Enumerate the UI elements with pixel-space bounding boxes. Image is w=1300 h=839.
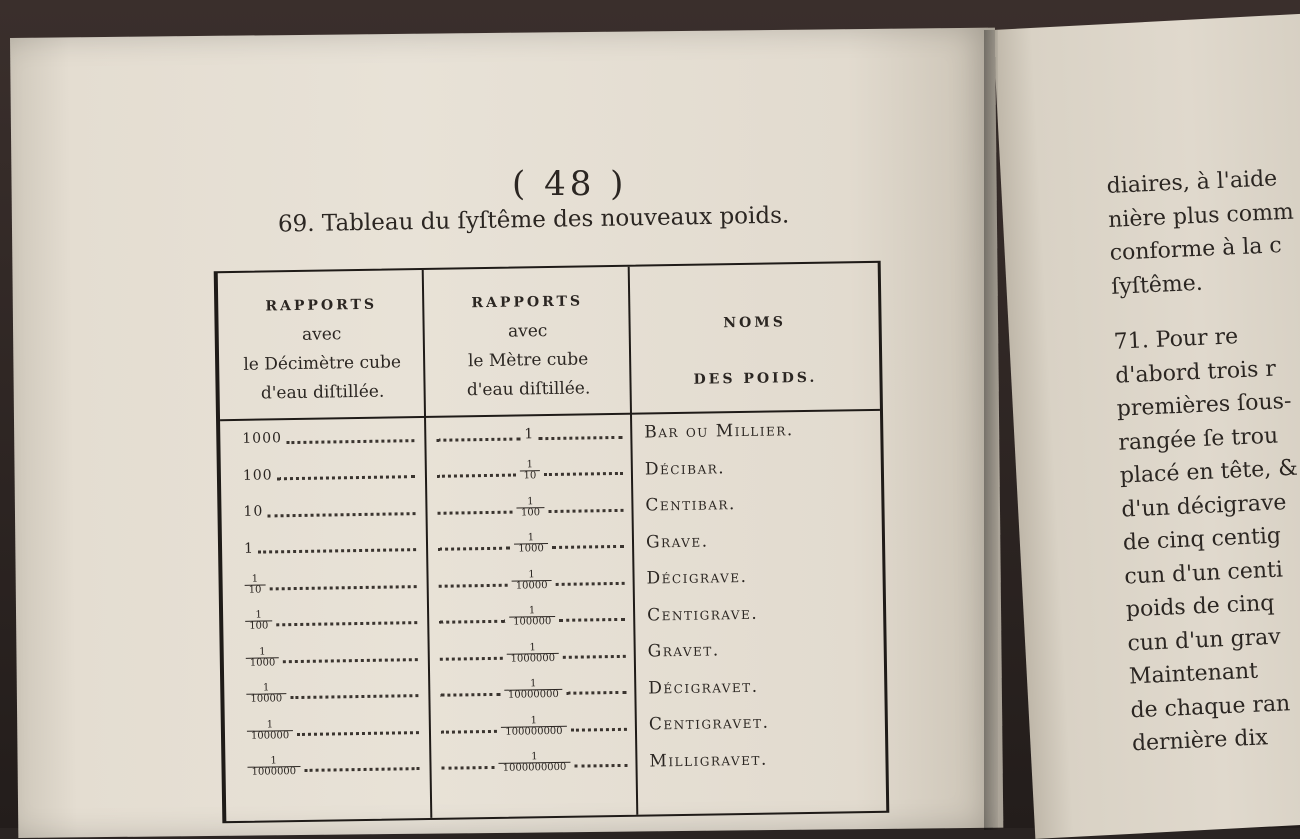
- decimetre-ratio: [245, 610, 272, 631]
- dot-leader: [548, 508, 623, 512]
- table-header: [218, 263, 880, 421]
- metre-ratio-cell: [437, 743, 632, 782]
- decimetre-ratio-cell: [243, 491, 420, 530]
- decimetre-ratio-cell: [244, 528, 421, 567]
- text-line: de chaque ran: [1129, 690, 1291, 723]
- text-line: diaires, à l'aide: [1106, 166, 1278, 199]
- dot-leader: [437, 474, 516, 478]
- header-caps: RAPPORTS: [471, 293, 584, 312]
- metre-ratio: 1: [524, 426, 535, 443]
- text-line: placé en tête, &: [1119, 455, 1299, 489]
- decimetre-ratio-cell: [244, 564, 421, 603]
- fraction-denominator: 1000000: [247, 766, 300, 778]
- weight-name: Gravet.: [647, 640, 720, 662]
- text-line: premières ſous-: [1116, 388, 1292, 422]
- text-line: rangée ſe trou: [1117, 422, 1279, 456]
- dot-leader: [286, 439, 414, 444]
- metre-ratio: [514, 533, 548, 555]
- fraction-denominator: 100: [245, 620, 272, 631]
- weight-name: Décigravet.: [648, 676, 759, 698]
- dot-leader: [559, 618, 625, 622]
- fraction-numerator: 1: [262, 682, 270, 694]
- metre-ratio: [498, 752, 570, 774]
- decimetre-ratio: 1: [243, 540, 255, 557]
- page-number: ( 48 ): [512, 164, 628, 204]
- dot-leader: [442, 766, 495, 770]
- fraction-denominator: 10000: [246, 693, 286, 705]
- book-gutter: [984, 30, 998, 830]
- weight-name: Centigrave.: [647, 603, 759, 626]
- dot-leader: [563, 654, 626, 658]
- dot-leader: [297, 731, 419, 736]
- decimetre-ratio-cell: [247, 747, 424, 786]
- decimetre-ratio-cell: [245, 637, 422, 676]
- weight-name: Bar ou Millier.: [644, 420, 794, 443]
- decimetre-ratio-cell: [246, 674, 423, 713]
- header-line: le Mètre cube: [467, 349, 589, 372]
- fraction-numerator: 1: [528, 605, 536, 617]
- fraction-numerator: 1: [529, 641, 536, 653]
- text-line: d'un décigrave: [1120, 489, 1287, 523]
- fraction-numerator: 1: [266, 718, 274, 730]
- header-line: avec: [507, 321, 548, 342]
- dot-leader: [267, 512, 415, 517]
- text-line: cun d'un centi: [1123, 556, 1284, 590]
- text-line: dernière dix: [1131, 725, 1269, 757]
- header-metre: [424, 267, 633, 436]
- fraction-numerator: 1: [530, 714, 538, 726]
- weight-name: Milligravet.: [649, 749, 768, 771]
- metre-ratio-cell: [434, 524, 629, 563]
- metre-ratio: [501, 715, 567, 737]
- header-caps: NOMS: [723, 314, 787, 332]
- header-line: le Décimètre cube: [243, 352, 402, 375]
- dot-leader: [283, 658, 418, 663]
- metre-ratio: [512, 570, 552, 592]
- metre-ratio-cell: [433, 488, 628, 527]
- header-caps: DES POIDS.: [693, 369, 818, 388]
- metre-ratio: [506, 642, 559, 664]
- fraction-denominator: 1000000: [506, 652, 559, 664]
- metre-ratio: [519, 460, 540, 481]
- metre-ratio-cell: [434, 561, 629, 600]
- dot-leader: [538, 435, 622, 439]
- text-line: Maintenant: [1128, 658, 1259, 690]
- fraction-denominator: 1000: [246, 657, 280, 669]
- page-heading: 69. Tableau du ſyſtême des nouveaux poids.: [277, 202, 790, 238]
- weights-table: [214, 261, 890, 823]
- dot-leader: [440, 693, 500, 697]
- metre-ratio-cell: [435, 597, 630, 636]
- text-line: de cinq centig: [1122, 523, 1282, 556]
- dot-leader: [277, 475, 415, 480]
- metre-ratio: [509, 606, 556, 628]
- metre-ratio-cell: [435, 634, 630, 673]
- fraction-numerator: 1: [527, 495, 534, 507]
- fraction-denominator: 100000: [247, 730, 293, 742]
- fraction-numerator: 1: [251, 573, 259, 585]
- weight-name: Centigravet.: [648, 712, 770, 735]
- weight-name: Décibar.: [644, 457, 726, 480]
- decimetre-ratio: 100: [242, 466, 273, 484]
- fraction-denominator: 100000: [509, 616, 555, 628]
- fraction-denominator: 1000000000: [499, 762, 571, 774]
- decimetre-ratio: [247, 756, 300, 778]
- fraction-denominator: 100: [517, 507, 544, 518]
- dot-leader: [552, 545, 624, 549]
- metre-ratio: [504, 679, 563, 701]
- header-line: avec: [301, 324, 342, 345]
- dot-leader: [556, 581, 625, 585]
- metre-ratio-cell: [437, 707, 632, 746]
- decimetre-ratio-cell: [247, 710, 424, 749]
- decimetre-ratio: [246, 683, 286, 705]
- metre-ratio: [517, 497, 544, 518]
- dot-leader: [440, 656, 503, 660]
- header-decimetre: [218, 270, 427, 439]
- fraction-denominator: 1000: [514, 543, 548, 555]
- decimetre-ratio-cell: [242, 418, 419, 457]
- weight-name: Décigrave.: [646, 566, 748, 589]
- text-line: nière plus comm: [1107, 199, 1295, 233]
- fraction-numerator: 1: [270, 755, 277, 767]
- fraction-numerator: 1: [527, 532, 535, 544]
- dot-leader: [258, 548, 416, 553]
- dot-leader: [574, 764, 627, 768]
- decimetre-ratio-cell: [245, 601, 422, 640]
- decimetre-ratio: [247, 720, 294, 742]
- fraction-numerator: 1: [255, 609, 262, 621]
- header-caps: RAPPORTS: [265, 296, 378, 315]
- fraction-denominator: 10: [520, 470, 541, 481]
- text-line: d'abord trois r: [1114, 356, 1277, 389]
- metre-ratio-cell: [436, 670, 631, 709]
- dot-leader: [571, 727, 627, 731]
- text-line: poids de cinq: [1125, 590, 1275, 623]
- weight-name: Centibar.: [645, 494, 737, 516]
- decimetre-ratio: [246, 647, 280, 669]
- dot-leader: [441, 729, 497, 733]
- dot-leader: [290, 694, 418, 699]
- text-line: conforme à la c: [1109, 233, 1283, 266]
- header-line: d'eau diſtillée.: [260, 381, 385, 404]
- dot-leader: [439, 583, 508, 587]
- text-line: cun d'un grav: [1126, 624, 1282, 656]
- dot-leader: [304, 767, 419, 772]
- right-page-text: [1106, 161, 1300, 761]
- dot-leader: [436, 437, 520, 441]
- dot-leader: [276, 621, 417, 626]
- text-line: ſyſtême.: [1110, 270, 1204, 300]
- metre-ratio-cell: [432, 415, 627, 454]
- fraction-numerator: 1: [531, 751, 538, 763]
- fraction-denominator: 10: [245, 584, 266, 595]
- fraction-denominator: 100000000: [501, 725, 566, 737]
- fraction-numerator: 1: [526, 459, 534, 471]
- dot-leader: [439, 620, 505, 624]
- table-body: [220, 411, 886, 786]
- metre-ratio-cell: [433, 451, 628, 490]
- fraction-denominator: 10000000: [504, 689, 563, 701]
- decimetre-ratio: [244, 574, 265, 595]
- text-line: 71. Pour re: [1113, 324, 1239, 355]
- decimetre-ratio: 1000: [242, 430, 283, 447]
- fraction-numerator: 1: [529, 678, 537, 690]
- dot-leader: [544, 472, 623, 476]
- dot-leader: [438, 547, 510, 551]
- weight-name: Grave.: [645, 531, 709, 553]
- decimetre-ratio: 10: [243, 503, 264, 520]
- decimetre-ratio-cell: [243, 455, 420, 494]
- fraction-numerator: 1: [259, 646, 266, 658]
- dot-leader: [269, 585, 416, 590]
- fraction-denominator: 10000: [512, 580, 552, 592]
- header-line: d'eau diſtillée.: [466, 378, 591, 401]
- dot-leader: [438, 510, 513, 514]
- fraction-numerator: 1: [528, 568, 535, 580]
- dot-leader: [567, 691, 627, 695]
